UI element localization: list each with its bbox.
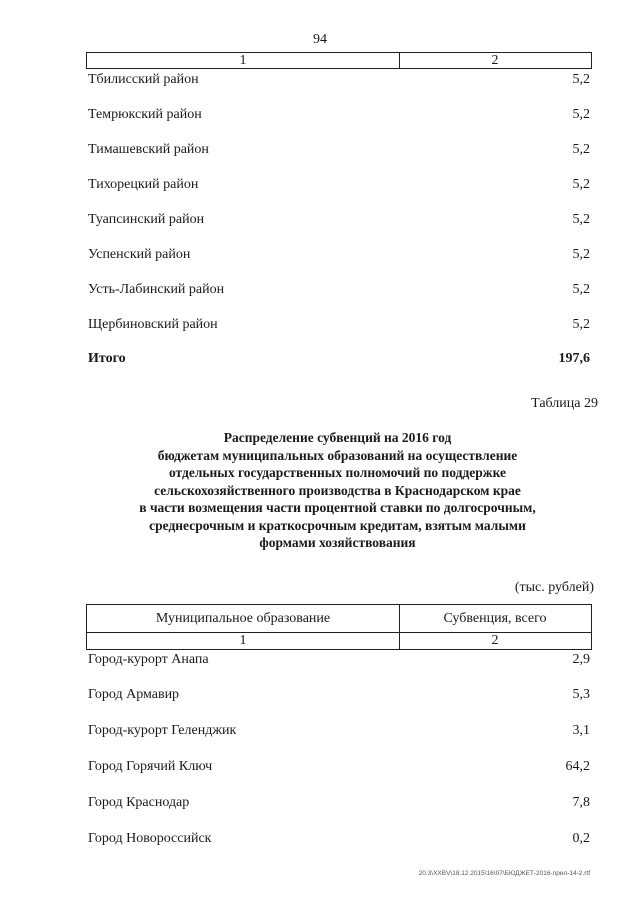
- row-name: Тимашевский район: [88, 142, 209, 157]
- table-row: [88, 652, 590, 670]
- table-row: [88, 759, 590, 777]
- row-name: Тбилисский район: [88, 72, 199, 87]
- row-value: 0,2: [572, 831, 590, 846]
- document-footer-code: 20.3\XXBV\18.12.2015\16\07\БЮДЖЕТ-2016-прил-14-2.rtf: [418, 870, 590, 877]
- table-row: [88, 795, 590, 813]
- column-number-2: 2: [491, 633, 499, 648]
- table-row: [88, 831, 590, 849]
- row-value: 5,2: [572, 247, 590, 262]
- row-name: Туапсинский район: [88, 212, 205, 227]
- row-value: 5,2: [572, 317, 590, 332]
- title-line: отдельных государственных полномочий по поддержке: [168, 465, 507, 480]
- table-label: Таблица 29: [531, 396, 598, 411]
- units-label: (тыс. рублей): [514, 580, 594, 595]
- row-value: 5,2: [572, 72, 590, 87]
- table-title: [60, 429, 615, 552]
- title-line: Распределение субвенций на 2016 год: [223, 430, 452, 445]
- total-row: [88, 351, 590, 369]
- title-line: сельскохозяйственного производства в Краснодарском крае: [154, 482, 521, 498]
- column-number-1: 1: [87, 53, 400, 68]
- table-row: [88, 317, 590, 335]
- row-value: 2,9: [572, 652, 590, 667]
- row-value: 64,2: [565, 759, 590, 774]
- header-municipality: Муниципальное образование: [87, 605, 400, 632]
- continued-table-header: [86, 52, 592, 69]
- title-line: бюджетам муниципальных образований на осуществление: [157, 447, 518, 463]
- row-value: 5,2: [572, 177, 590, 192]
- table-header: [86, 604, 592, 633]
- row-name: Усть-Лабинский район: [88, 282, 225, 297]
- row-value: 5,2: [572, 142, 590, 157]
- table-row: [88, 142, 590, 160]
- table-row: [88, 723, 590, 741]
- column-number-2: 2: [491, 52, 499, 68]
- row-name: Успенский район: [88, 247, 191, 262]
- table-row: [88, 282, 590, 300]
- row-value: 5,2: [572, 212, 590, 227]
- page-number: 94: [313, 32, 327, 47]
- row-name: Щербиновский район: [88, 317, 218, 332]
- row-value: 7,8: [572, 795, 590, 810]
- column-number-1: 1: [87, 633, 400, 649]
- table-row: [88, 212, 590, 230]
- row-name: Город Краснодар: [88, 795, 190, 810]
- table-row: [88, 72, 590, 90]
- table-row: [88, 107, 590, 125]
- total-label: Итого: [88, 351, 126, 366]
- row-value: 5,3: [572, 687, 590, 702]
- table-row: [88, 687, 590, 705]
- row-name: Темрюкский район: [88, 107, 202, 122]
- title-line: формами хозяйствования: [259, 535, 416, 550]
- title-line: среднесрочным и краткосрочным кредитам, взятым малыми: [149, 517, 526, 533]
- table-row: [88, 177, 590, 195]
- table-row: [88, 247, 590, 265]
- header-subvention: Субвенция, всего: [443, 610, 547, 626]
- row-value: 5,2: [572, 282, 590, 297]
- row-value: 5,2: [572, 107, 590, 122]
- title-line: в части возмещения части процентной ставки по долгосрочным,: [139, 500, 536, 515]
- total-value: 197,6: [558, 351, 590, 366]
- table-column-numbers: [86, 632, 592, 650]
- row-name: Город-курорт Анапа: [88, 652, 209, 667]
- row-name: Город Горячий Ключ: [88, 759, 213, 774]
- row-name: Город-курорт Геленджик: [88, 723, 237, 738]
- row-value: 3,1: [572, 723, 590, 738]
- row-name: Город Новороссийск: [88, 831, 212, 846]
- row-name: Город Армавир: [88, 687, 180, 702]
- row-name: Тихорецкий район: [88, 177, 199, 192]
